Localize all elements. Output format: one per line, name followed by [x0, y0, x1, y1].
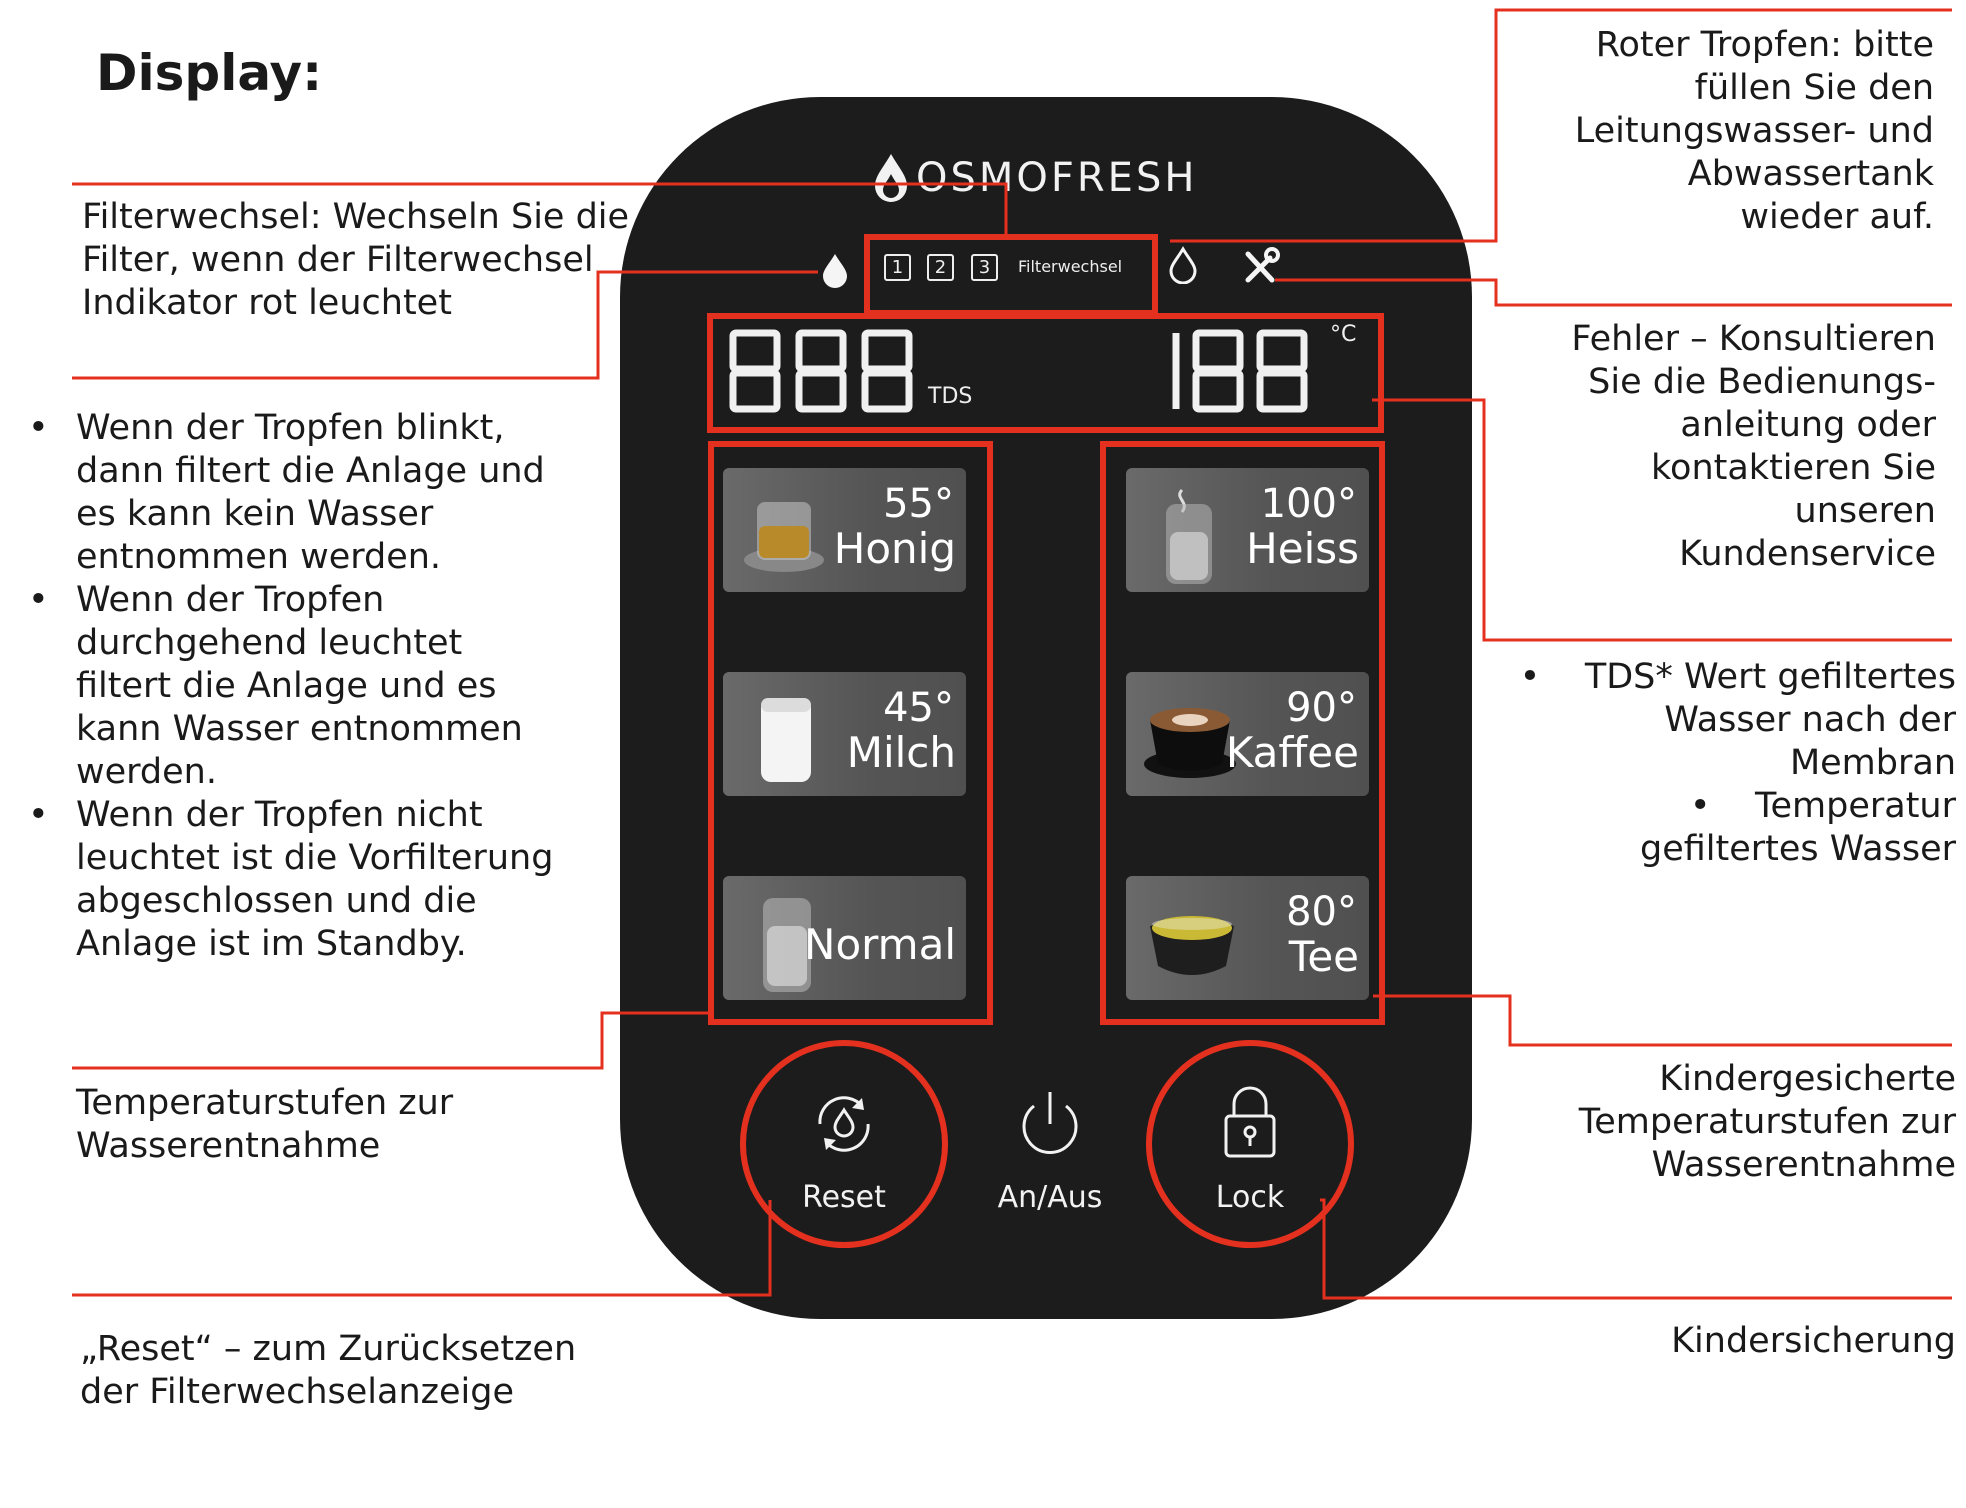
annotation-line: „Reset“ – zum Zurücksetzen	[80, 1329, 577, 1369]
list-item	[1520, 785, 1956, 871]
annotation-line: Membran	[1789, 743, 1956, 783]
annotation-line: leuchtet ist die Vorfilterung	[76, 838, 554, 878]
tile-temp: 55°	[883, 481, 954, 527]
power-label: An/Aus	[997, 1180, 1103, 1215]
brand-name: OSMOFRESH	[916, 155, 1198, 201]
annotation-line: • Wenn der Tropfen	[76, 580, 385, 620]
annotation-line: Filterwechsel: Wechseln Sie die	[82, 197, 630, 237]
annotation-child-safe-levels	[1579, 1058, 1956, 1187]
lock-label: Lock	[1215, 1180, 1285, 1215]
annotation-line: Anlage ist im Standby.	[76, 924, 467, 964]
annotation-drop-states	[28, 407, 553, 966]
reset-label: Reset	[802, 1180, 886, 1215]
annotation-line: Indikator rot leuchtet	[82, 283, 452, 323]
list-item	[28, 579, 553, 794]
tile-temp: 80°	[1286, 889, 1357, 935]
filter-number-1: 1	[884, 254, 911, 281]
tile-label: Honig	[833, 524, 956, 573]
page-title: Display:	[96, 44, 323, 102]
annotation-line: füllen Sie den	[1694, 68, 1934, 108]
annotation-line: Temperaturstufen zur	[1578, 1102, 1956, 1142]
annotation-line	[1520, 785, 1956, 828]
tile-label: Normal	[804, 920, 956, 969]
tile-temp: 100°	[1260, 481, 1357, 527]
tile-temp: 45°	[883, 685, 954, 731]
annotation-line: Temperaturstufen zur	[76, 1083, 454, 1123]
annotation-line: Wasserentnahme	[76, 1126, 381, 1166]
bullet: •	[1689, 786, 1756, 826]
list-item	[1520, 656, 1956, 785]
annotation-line: Kindergesicherte	[1659, 1059, 1956, 1099]
annotation-reset	[80, 1328, 576, 1414]
annotation-line: unseren	[1794, 491, 1936, 531]
annotation-text: TDS* Wert gefiltertes	[1584, 657, 1956, 697]
list-item	[28, 794, 553, 966]
tds-unit-label: TDS	[928, 384, 973, 409]
tile-temp: 90°	[1286, 685, 1357, 731]
list-item	[28, 407, 553, 579]
tile-label: Milch	[846, 728, 956, 777]
annotation-line: Sie die Bedienungs-	[1588, 362, 1936, 402]
annotation-line: filtert die Anlage und es	[76, 666, 497, 706]
annotation-text: Temperatur	[1755, 786, 1956, 826]
annotation-line: Abwassertank	[1687, 154, 1934, 194]
annotation-line: Kundenservice	[1679, 534, 1936, 574]
annotation-error	[1571, 318, 1936, 576]
annotation-line: der Filterwechselanzeige	[80, 1372, 515, 1412]
annotation-line: wieder auf.	[1740, 197, 1934, 237]
annotation-line: Wasserentnahme	[1651, 1145, 1956, 1185]
annotation-child-lock	[1671, 1320, 1956, 1363]
annotation-line: • Wenn der Tropfen nicht	[76, 795, 483, 835]
annotation-tds-temp	[1520, 656, 1956, 871]
annotation-line: Roter Tropfen: bitte	[1595, 25, 1934, 65]
annotation-line: es kann kein Wasser	[76, 494, 434, 534]
annotation-line: Wasser nach der	[1664, 700, 1956, 740]
annotation-line: Kindersicherung	[1671, 1321, 1956, 1361]
annotation-line: kann Wasser entnommen	[76, 709, 523, 749]
annotation-line: Fehler – Konsultieren	[1571, 319, 1936, 359]
annotation-red-drop	[1575, 24, 1934, 239]
tile-label: Kaffee	[1225, 728, 1359, 777]
annotation-line	[1520, 656, 1956, 699]
temp-unit-label: °C	[1330, 322, 1357, 347]
annotation-line: entnommen werden.	[76, 537, 442, 577]
filter-number-3: 3	[971, 254, 998, 281]
tile-label: Tee	[1288, 932, 1359, 981]
annotation-temperature-levels	[76, 1082, 453, 1168]
filter-change-label: Filterwechsel	[1018, 257, 1123, 276]
filter-number-2: 2	[927, 254, 954, 281]
annotation-line: Leitungswasser- und	[1574, 111, 1934, 151]
annotation-line: • Wenn der Tropfen blinkt,	[76, 408, 505, 448]
annotation-line: Filter, wenn der Filterwechsel	[82, 240, 594, 280]
annotation-line: gefiltertes Wasser	[1640, 829, 1956, 869]
annotation-line: anleitung oder	[1680, 405, 1936, 445]
annotation-line: kontaktieren Sie	[1651, 448, 1936, 488]
annotation-filterwechsel	[82, 196, 629, 325]
bullet: •	[1519, 657, 1585, 697]
annotation-line: werden.	[76, 752, 217, 792]
tile-label: Heiss	[1246, 524, 1359, 573]
annotation-line: durchgehend leuchtet	[76, 623, 463, 663]
annotation-line: abgeschlossen und die	[76, 881, 477, 921]
annotation-line: dann filtert die Anlage und	[76, 451, 545, 491]
